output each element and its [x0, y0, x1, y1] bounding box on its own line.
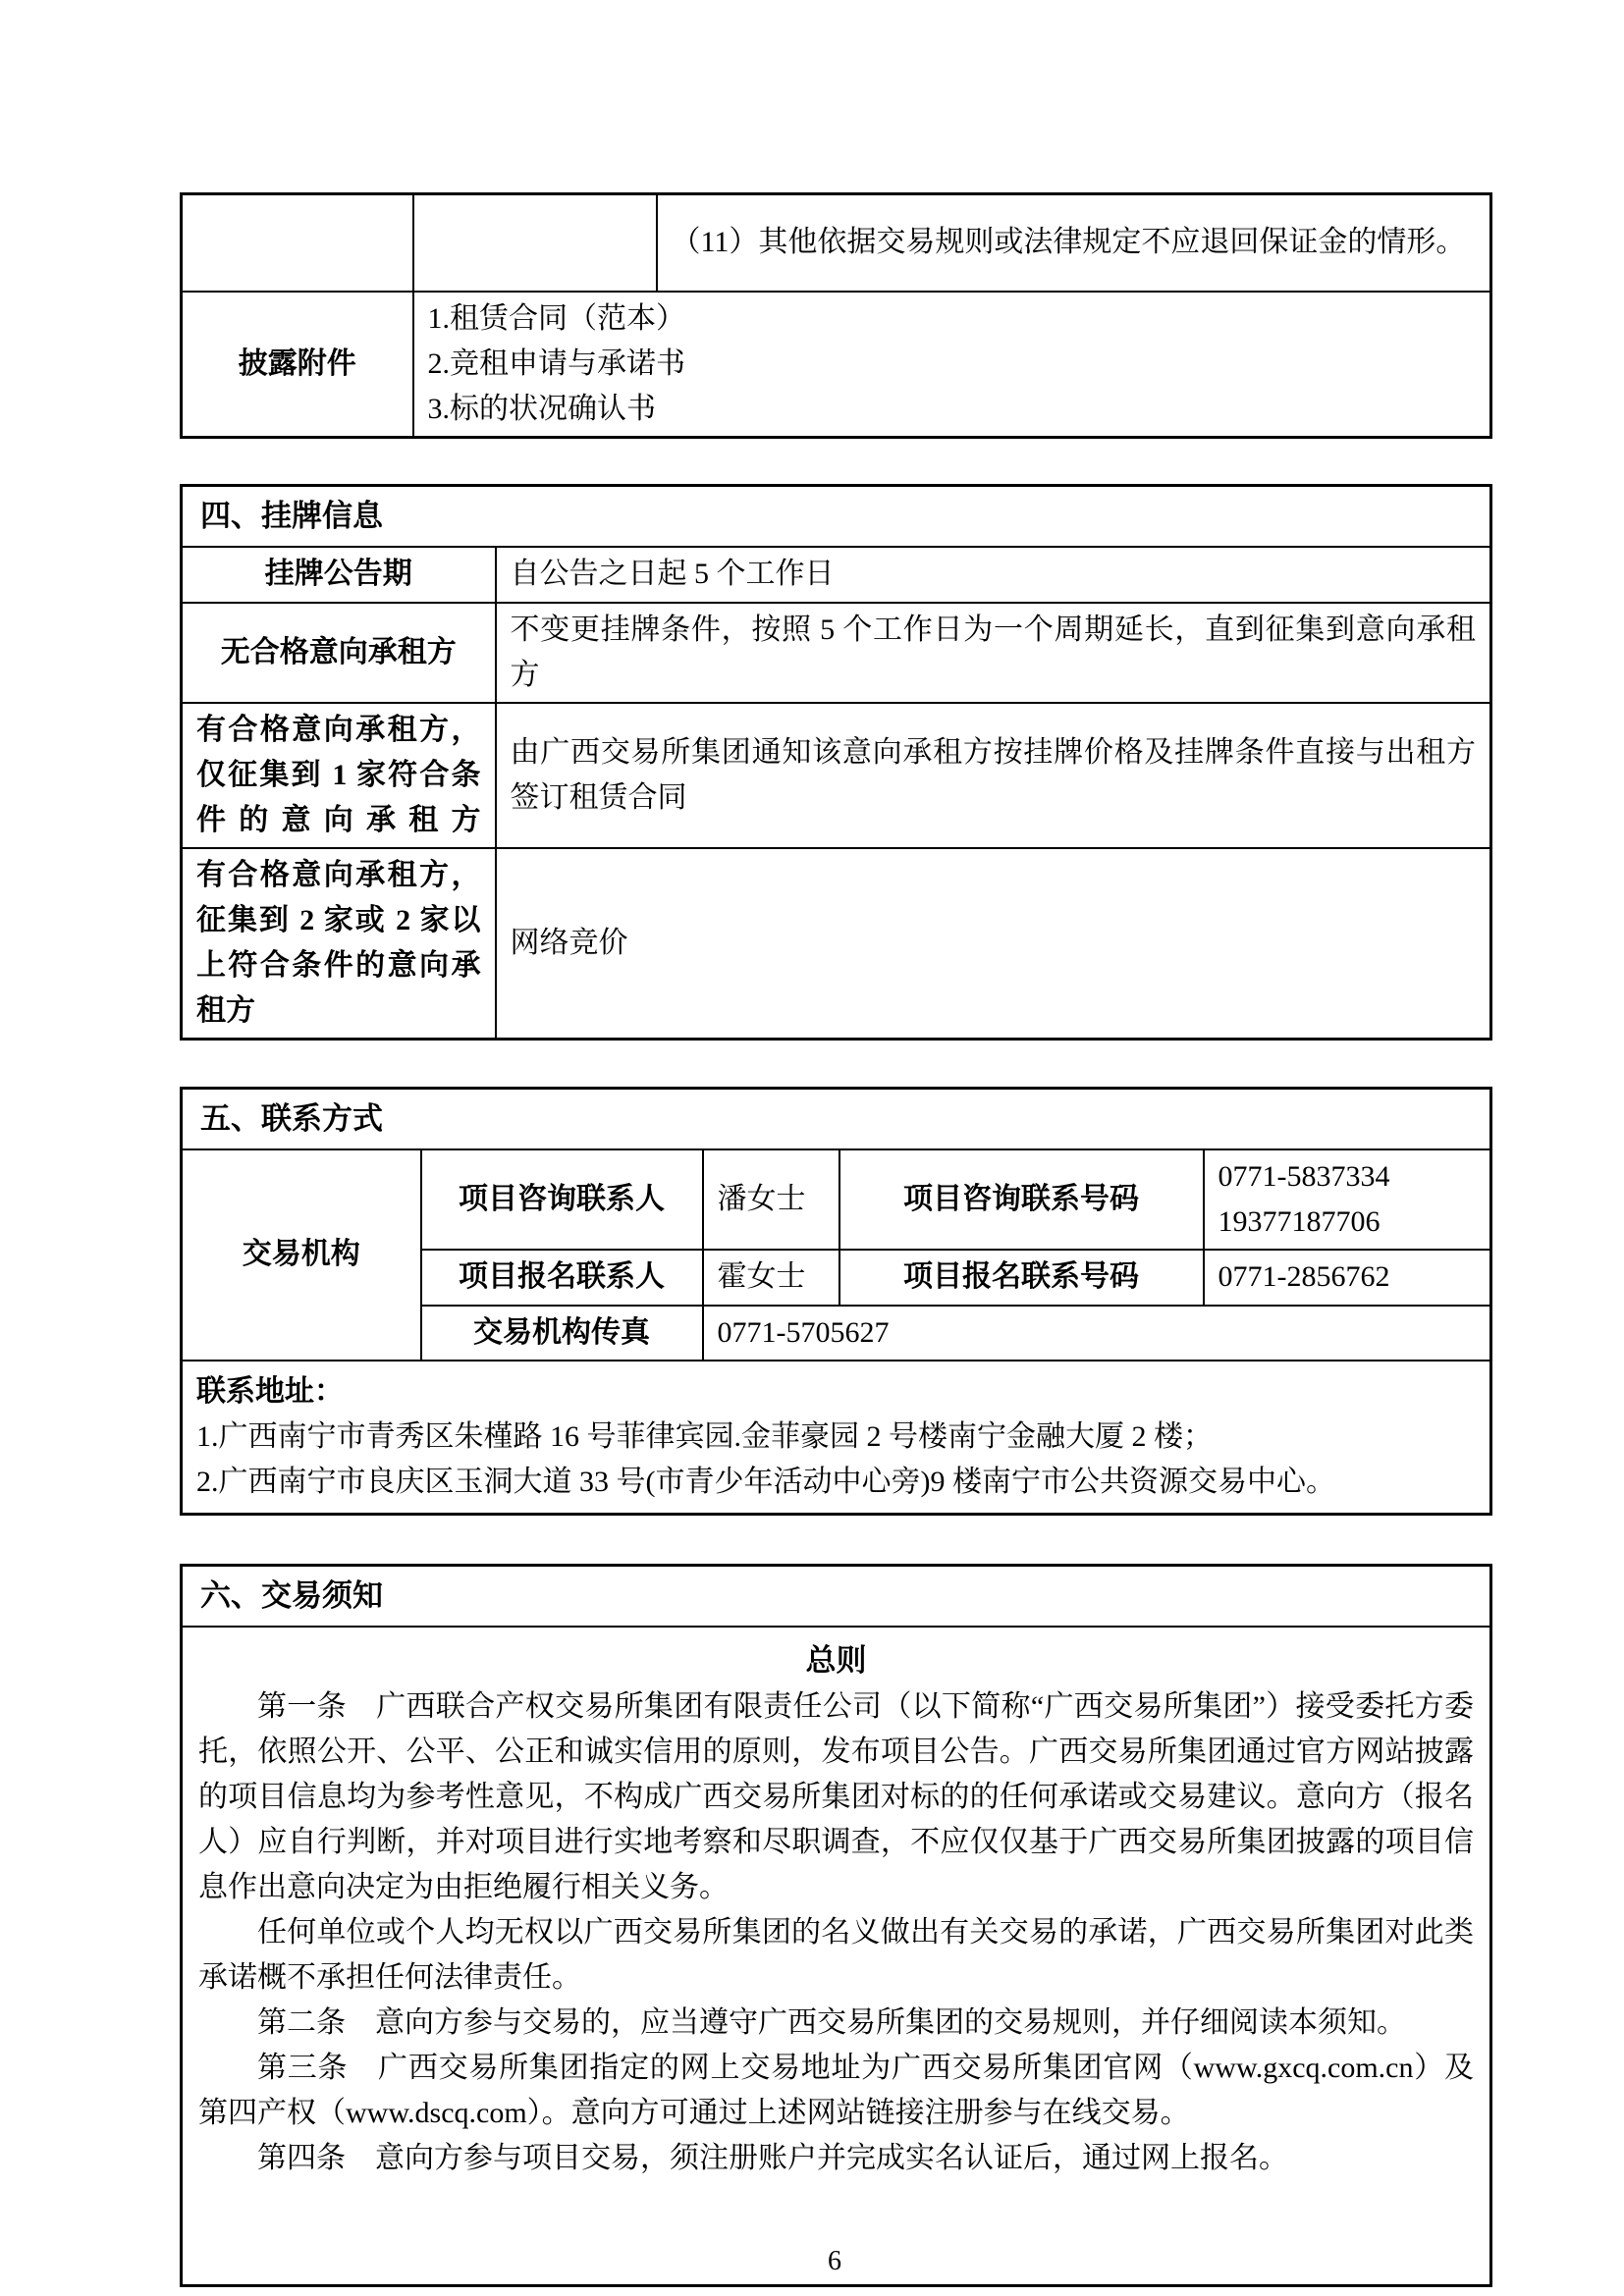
notice-section-title: 六、交易须知	[182, 1565, 1491, 1627]
table-row	[182, 1565, 1491, 1627]
table-row	[182, 603, 1491, 703]
signup-contact-name: 霍女士	[703, 1250, 839, 1306]
notice-paragraph-2: 任何单位或个人均无权以广西交易所集团的名义做出有关交易的承诺，广西交易所集团对此类承诺概不承担任何法律责任。	[198, 1915, 1474, 1994]
table-row	[182, 485, 1491, 547]
attachments-cell	[413, 292, 1491, 438]
consult-contact-label: 项目咨询联系人	[421, 1149, 703, 1250]
empty-cell	[413, 194, 657, 292]
disclosure-table	[180, 192, 1492, 439]
contact-address-line: 1.广西南宁市青秀区朱槿路 16 号菲律宾园.金菲豪园 2 号楼南宁金融大厦 2 楼；	[196, 1419, 1213, 1453]
no-qualified-tenant-label: 无合格意向承租方	[182, 603, 496, 703]
table-row	[182, 703, 1491, 848]
multiple-qualified-tenant-value: 网络竞价	[496, 848, 1491, 1040]
spacer	[180, 1516, 1489, 1564]
signup-contact-label: 项目报名联系人	[421, 1250, 703, 1306]
attachments-label: 披露附件	[182, 292, 413, 438]
spacer	[180, 1041, 1489, 1087]
contact-section-title: 五、联系方式	[182, 1088, 1491, 1149]
spacer	[180, 439, 1489, 484]
consult-numbers-cell	[1204, 1149, 1491, 1250]
table-row	[182, 547, 1491, 603]
fax-number-value: 0771-5705627	[703, 1306, 1491, 1361]
consult-contact-name: 潘女士	[703, 1149, 839, 1250]
listing-section-title: 四、挂牌信息	[182, 485, 1491, 547]
table-row	[182, 1088, 1491, 1149]
phone-number: 19377187706	[1218, 1204, 1380, 1238]
phone-number: 0771-5837334	[1218, 1159, 1390, 1193]
attachment-item: 2.竞租申请与承诺书	[427, 347, 685, 380]
trading-agency-label: 交易机构	[182, 1149, 421, 1361]
signup-number-value: 0771-2856762	[1204, 1250, 1491, 1306]
general-rules-heading: 总则	[805, 1642, 867, 1678]
contact-address-line: 2.广西南宁市良庆区玉洞大道 33 号(市青少年活动中心旁)9 楼南宁市公共资源交易中心。	[196, 1465, 1335, 1498]
contact-table	[180, 1087, 1492, 1516]
notice-table	[180, 1564, 1492, 2288]
listing-info-table	[180, 484, 1492, 1041]
document-content	[180, 192, 1489, 2287]
table-row	[182, 292, 1491, 438]
consult-number-label: 项目咨询联系号码	[839, 1149, 1204, 1250]
contact-address-cell	[182, 1361, 1491, 1515]
contact-address-title: 联系地址：	[196, 1374, 344, 1408]
notice-paragraph-1: 第一条 广西联合产权交易所集团有限责任公司（以下简称“广西交易所集团”）接受委托方委托，依照公开、公平、公正和诚实信用的原则，发布项目公告。广西交易所集团通过官方网站披露的项目信息均为参考性意见，不构成广西交易所集团对标的的任何承诺或交易建议。意向方（报名人）应自行判断，并对项目进行实地考察和尽职调查，不应仅仅基于广西交易所集团披露的项目信息作出意向决定为由拒绝履行相关义务。	[198, 1689, 1474, 1903]
notice-paragraph-4: 第三条 广西交易所集团指定的网上交易地址为广西交易所集团官网（www.gxcq.com.cn）及第四产权（www.dscq.com）。意向方可通过上述网站链接注册参与在线交易。	[198, 2051, 1474, 2129]
page-number: 6	[828, 2246, 841, 2276]
table-row	[182, 194, 1491, 292]
notice-paragraph-5: 第四条 意向方参与项目交易，须注册账户并完成实名认证后，通过网上报名。	[257, 2141, 1288, 2174]
signup-number-label: 项目报名联系号码	[839, 1250, 1204, 1306]
table-row	[182, 848, 1491, 1040]
empty-cell	[182, 194, 413, 292]
attachment-item: 3.标的状况确认书	[427, 392, 656, 425]
notice-paragraph-3: 第二条 意向方参与交易的，应当遵守广西交易所集团的交易规则，并仔细阅读本须知。	[257, 2005, 1406, 2039]
attachment-item: 1.租赁合同（范本）	[427, 301, 685, 335]
fax-label: 交易机构传真	[421, 1306, 703, 1361]
one-qualified-tenant-value: 由广西交易所集团通知该意向承租方按挂牌价格及挂牌条件直接与出租方签订租赁合同	[496, 703, 1491, 848]
deposit-rule-item-11: （11）其他依据交易规则或法律规定不应退回保证金的情形。	[657, 194, 1491, 292]
listing-period-label: 挂牌公告期	[182, 547, 496, 603]
one-qualified-tenant-label: 有合格意向承租方，仅征集到 1 家符合条件的意向承租方	[182, 703, 496, 848]
table-row	[182, 1627, 1491, 2286]
no-qualified-tenant-value: 不变更挂牌条件，按照 5 个工作日为一个周期延长，直到征集到意向承租方	[496, 603, 1491, 703]
listing-period-value: 自公告之日起 5 个工作日	[496, 547, 1491, 603]
table-row	[182, 1149, 1491, 1250]
notice-body-cell	[182, 1627, 1491, 2286]
table-row	[182, 1361, 1491, 1515]
multiple-qualified-tenant-label: 有合格意向承租方，征集到 2 家或 2 家以上符合条件的意向承租方	[182, 848, 496, 1040]
